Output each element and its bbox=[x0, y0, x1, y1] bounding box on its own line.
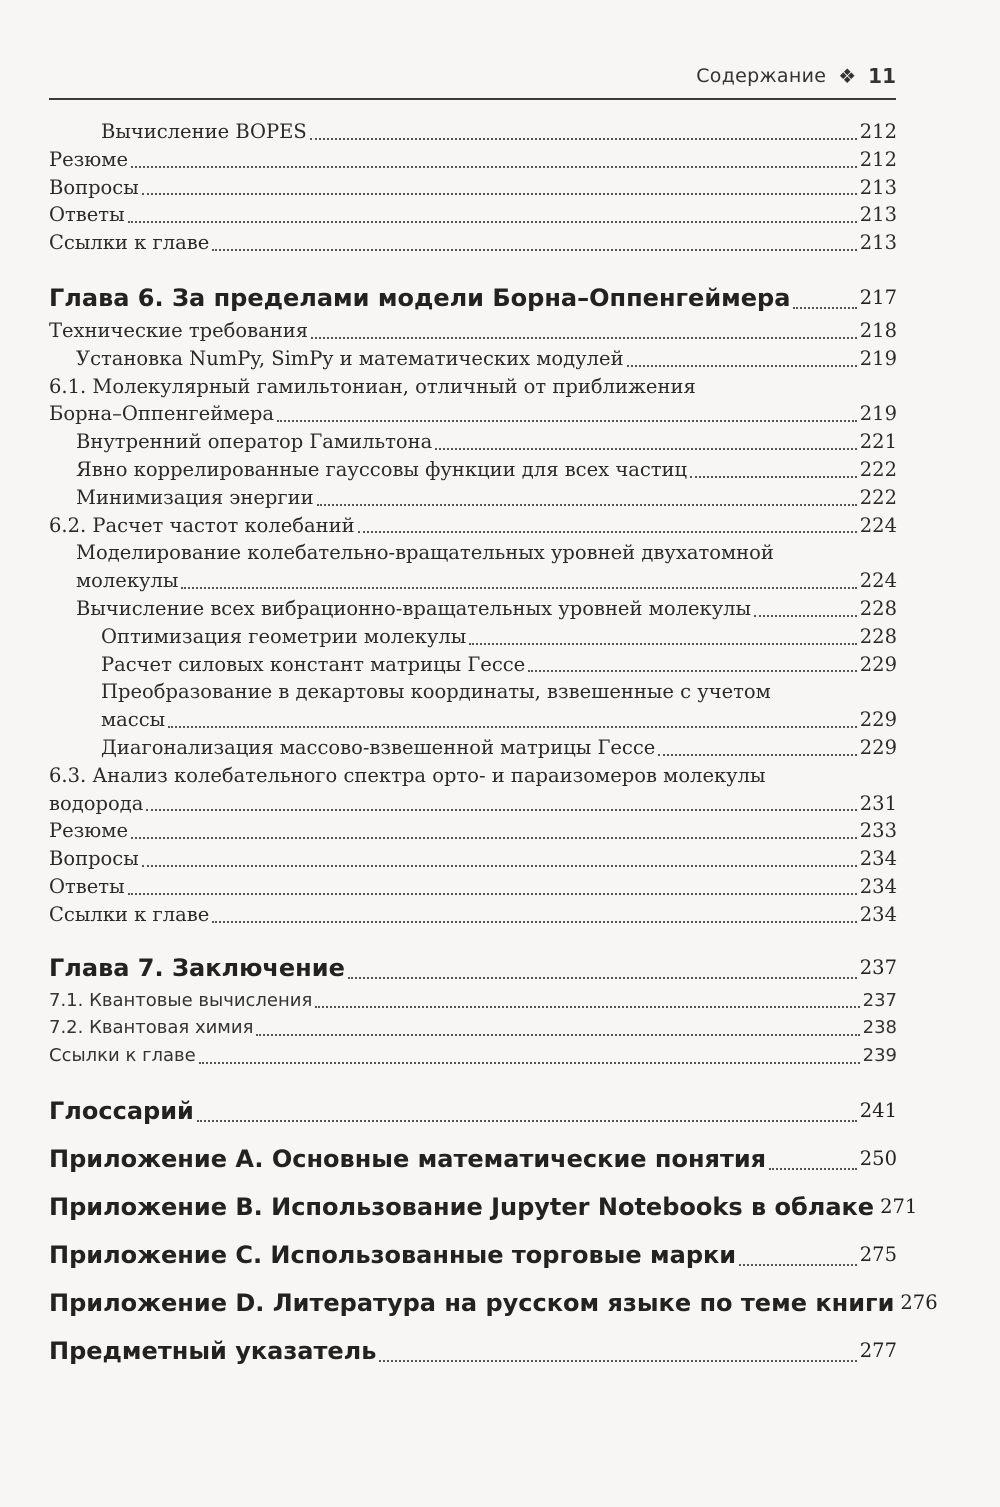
toc-entry-text: Вопросы bbox=[49, 847, 139, 871]
toc-entry-text: Вычисление BOPES bbox=[101, 120, 307, 143]
toc-entry-text: Ответы bbox=[49, 874, 125, 898]
leader-dots bbox=[256, 1034, 859, 1036]
toc-entry[interactable] bbox=[49, 845, 897, 873]
header-title: Содержание bbox=[696, 65, 827, 87]
toc-entry-page: 229 bbox=[859, 708, 897, 732]
leader-dots bbox=[528, 670, 857, 672]
leader-dots bbox=[142, 193, 857, 195]
toc-entry[interactable] bbox=[49, 229, 897, 257]
appendix-heading[interactable] bbox=[49, 1190, 918, 1224]
toc-entry[interactable] bbox=[49, 317, 897, 345]
toc-entry[interactable] bbox=[49, 595, 897, 623]
toc-entry[interactable] bbox=[49, 987, 897, 1015]
toc-entry-page: 234 bbox=[859, 847, 897, 871]
toc-entry-page: 221 bbox=[859, 430, 897, 454]
toc-entry-text-line1: Преобразование в декартовы координаты, взвешенные с учетом bbox=[101, 680, 771, 704]
leader-dots bbox=[199, 1062, 860, 1064]
toc-entry-text: массы bbox=[101, 708, 166, 732]
toc-entry-multiline[interactable] bbox=[49, 373, 897, 429]
leader-dots bbox=[317, 504, 857, 506]
chapter-title: Глава 7. Заключение bbox=[49, 953, 345, 982]
leader-dots bbox=[435, 448, 857, 450]
toc-entry-page: 224 bbox=[859, 569, 897, 593]
leader-dots bbox=[146, 809, 856, 811]
leader-dots bbox=[739, 1264, 857, 1266]
toc-entry-text: Технические требования bbox=[49, 318, 309, 342]
toc-entry-text-line1: 6.3. Анализ колебательного спектра орто- и параизомеров молекулы bbox=[49, 763, 766, 787]
appendix-heading[interactable] bbox=[49, 1286, 938, 1320]
toc-entry-page: 228 bbox=[859, 624, 897, 648]
toc-entry[interactable] bbox=[49, 174, 897, 202]
toc-entry-text: Вопросы bbox=[49, 175, 139, 199]
toc-entry-page: 212 bbox=[859, 147, 897, 171]
toc-entry[interactable] bbox=[49, 734, 897, 762]
toc-entry[interactable] bbox=[49, 651, 897, 679]
appendix-page: 276 bbox=[900, 1290, 938, 1314]
toc-entry-page: 239 bbox=[862, 1045, 897, 1067]
toc-entry-page: 213 bbox=[859, 231, 897, 255]
appendix-heading[interactable] bbox=[49, 1334, 897, 1368]
toc-entry-multiline[interactable] bbox=[49, 762, 897, 818]
appendix-title: Приложение C. Использованные торговые марки bbox=[49, 1240, 737, 1269]
toc-entry-page: 237 bbox=[862, 989, 897, 1011]
chapter-6-entries bbox=[49, 317, 897, 929]
appendix-page: 271 bbox=[880, 1194, 918, 1218]
leader-dots bbox=[379, 1360, 856, 1362]
toc-entry[interactable] bbox=[49, 118, 897, 146]
toc-entry-page: 222 bbox=[859, 457, 897, 481]
toc-entry-text: Борна–Оппенгеймера bbox=[49, 402, 275, 426]
toc-entry-text: Расчет силовых констант матрицы Гессе bbox=[101, 652, 526, 676]
leader-dots bbox=[131, 837, 857, 839]
appendix-heading[interactable] bbox=[49, 1094, 897, 1128]
toc-entry[interactable] bbox=[49, 484, 897, 512]
leader-dots bbox=[197, 1120, 857, 1122]
toc-entry-text: Ответы bbox=[49, 203, 125, 227]
appendix-title: Приложение B. Использование Jupyter Notebooks в облаке bbox=[49, 1192, 875, 1221]
toc-entry-text: Установка NumPy, SimPy и математических модулей bbox=[76, 346, 624, 370]
leader-dots bbox=[754, 615, 857, 617]
toc-entry-page: 228 bbox=[859, 596, 897, 620]
toc-entry-text: Внутренний оператор Гамильтона bbox=[76, 430, 433, 454]
toc-entry-text: молекулы bbox=[76, 569, 179, 593]
toc-entry-page: 212 bbox=[859, 120, 897, 143]
chapter-7-entries bbox=[49, 987, 897, 1070]
leader-dots bbox=[627, 365, 857, 367]
appendix-page: 277 bbox=[859, 1338, 897, 1362]
toc-entry-text: 7.1. Квантовые вычисления bbox=[49, 989, 313, 1011]
leader-dots bbox=[212, 249, 857, 251]
chapter-page: 237 bbox=[859, 955, 897, 979]
toc-entry-text: Явно коррелированные гауссовы функции для всех частиц bbox=[76, 457, 688, 481]
toc-entry-text: Резюме bbox=[49, 147, 128, 171]
toc-entry-multiline[interactable] bbox=[49, 539, 897, 595]
toc-entry-multiline[interactable] bbox=[49, 678, 897, 734]
toc-entry[interactable] bbox=[49, 428, 897, 456]
toc-entry[interactable] bbox=[49, 512, 897, 540]
toc-entry[interactable] bbox=[49, 345, 897, 373]
toc-entry-page: 234 bbox=[859, 874, 897, 898]
toc-entry-text-line1: 6.1. Молекулярный гамильтониан, отличный от приближения bbox=[49, 374, 696, 398]
page-number: 11 bbox=[868, 64, 896, 88]
appendix-page: 250 bbox=[859, 1146, 897, 1170]
chapter-page: 217 bbox=[859, 285, 897, 309]
toc-entry-page: 219 bbox=[859, 346, 897, 370]
toc-entry-page: 218 bbox=[859, 318, 897, 342]
toc-entry[interactable] bbox=[49, 201, 897, 229]
toc-entry[interactable] bbox=[49, 1014, 897, 1042]
leader-dots bbox=[128, 893, 857, 895]
leader-dots bbox=[358, 531, 857, 533]
toc-entry-page: 213 bbox=[859, 203, 897, 227]
diamond-ornament-icon: ❖ bbox=[838, 64, 857, 88]
toc-entry-text: Ссылки к главе bbox=[49, 1045, 196, 1067]
chapter-heading[interactable] bbox=[49, 951, 897, 985]
appendix-heading[interactable] bbox=[49, 1142, 897, 1176]
appendix-title: Предметный указатель bbox=[49, 1336, 377, 1365]
leader-dots bbox=[769, 1168, 857, 1170]
toc-entry-page: 238 bbox=[862, 1017, 897, 1039]
toc-entry-text: Резюме bbox=[49, 819, 128, 843]
appendix-title: Приложение A. Основные математические понятия bbox=[49, 1144, 767, 1173]
leader-dots bbox=[690, 476, 857, 478]
toc-entry[interactable] bbox=[49, 1042, 897, 1070]
toc-entry-text: 7.2. Квантовая химия bbox=[49, 1017, 254, 1039]
leader-dots bbox=[793, 307, 856, 309]
leader-dots bbox=[469, 643, 856, 645]
toc-entry-page: 234 bbox=[859, 902, 897, 926]
running-header bbox=[49, 58, 896, 100]
leader-dots bbox=[348, 977, 857, 979]
leader-dots bbox=[128, 221, 857, 223]
chapter-heading[interactable] bbox=[49, 281, 897, 315]
appendix-heading[interactable] bbox=[49, 1238, 897, 1272]
toc-entry-page: 229 bbox=[859, 652, 897, 676]
toc-entry-page: 222 bbox=[859, 485, 897, 509]
leader-dots bbox=[181, 587, 856, 589]
toc-entry-text: Ссылки к главе bbox=[49, 902, 210, 926]
toc-entry[interactable] bbox=[49, 623, 897, 651]
toc-entry-text: 6.2. Расчет частот колебаний bbox=[49, 513, 355, 537]
table-of-contents bbox=[49, 118, 938, 1368]
leader-dots bbox=[658, 754, 856, 756]
toc-entry[interactable] bbox=[49, 817, 897, 845]
toc-entry-text: Оптимизация геометрии молекулы bbox=[101, 624, 467, 648]
toc-entry-page: 219 bbox=[859, 402, 897, 426]
toc-entry-page: 231 bbox=[859, 791, 897, 815]
appendix-page: 275 bbox=[859, 1242, 897, 1266]
appendix-title: Глоссарий bbox=[49, 1096, 194, 1125]
appendix-page: 241 bbox=[859, 1098, 897, 1122]
leader-dots bbox=[131, 166, 857, 168]
toc-entry[interactable] bbox=[49, 901, 897, 929]
toc-entry[interactable] bbox=[49, 456, 897, 484]
toc-entry-text: Диагонализация массово-взвешенной матрицы Гессе bbox=[101, 735, 656, 759]
toc-entry[interactable] bbox=[49, 146, 897, 174]
leader-dots bbox=[212, 921, 857, 923]
appendix-list bbox=[49, 1094, 938, 1368]
leader-dots bbox=[142, 865, 857, 867]
toc-entry-text-line1: Моделирование колебательно-вращательных уровней двухатомной bbox=[76, 541, 774, 565]
toc-entry-text: Минимизация энергии bbox=[76, 485, 314, 509]
appendix-title: Приложение D. Литература на русском языке по теме книги bbox=[49, 1288, 895, 1317]
toc-entry-page: 229 bbox=[859, 735, 897, 759]
toc-entry-text: Вычисление всех вибрационно-вращательных уровней молекулы bbox=[76, 596, 752, 620]
leader-dots bbox=[311, 337, 857, 339]
header-content bbox=[696, 64, 896, 88]
toc-entry[interactable] bbox=[49, 873, 897, 901]
leader-dots bbox=[315, 1006, 859, 1008]
leader-dots bbox=[310, 138, 857, 140]
toc-entry-page: 224 bbox=[859, 513, 897, 537]
leader-dots bbox=[277, 420, 857, 422]
toc-entry-text: водорода bbox=[49, 791, 144, 815]
leader-dots bbox=[168, 726, 857, 728]
toc-entry-text: Ссылки к главе bbox=[49, 231, 210, 255]
toc-entry-page: 213 bbox=[859, 175, 897, 199]
toc-entry-page: 233 bbox=[859, 819, 897, 843]
chapter-title: Глава 6. За пределами модели Борна–Оппенгеймера bbox=[49, 283, 791, 312]
